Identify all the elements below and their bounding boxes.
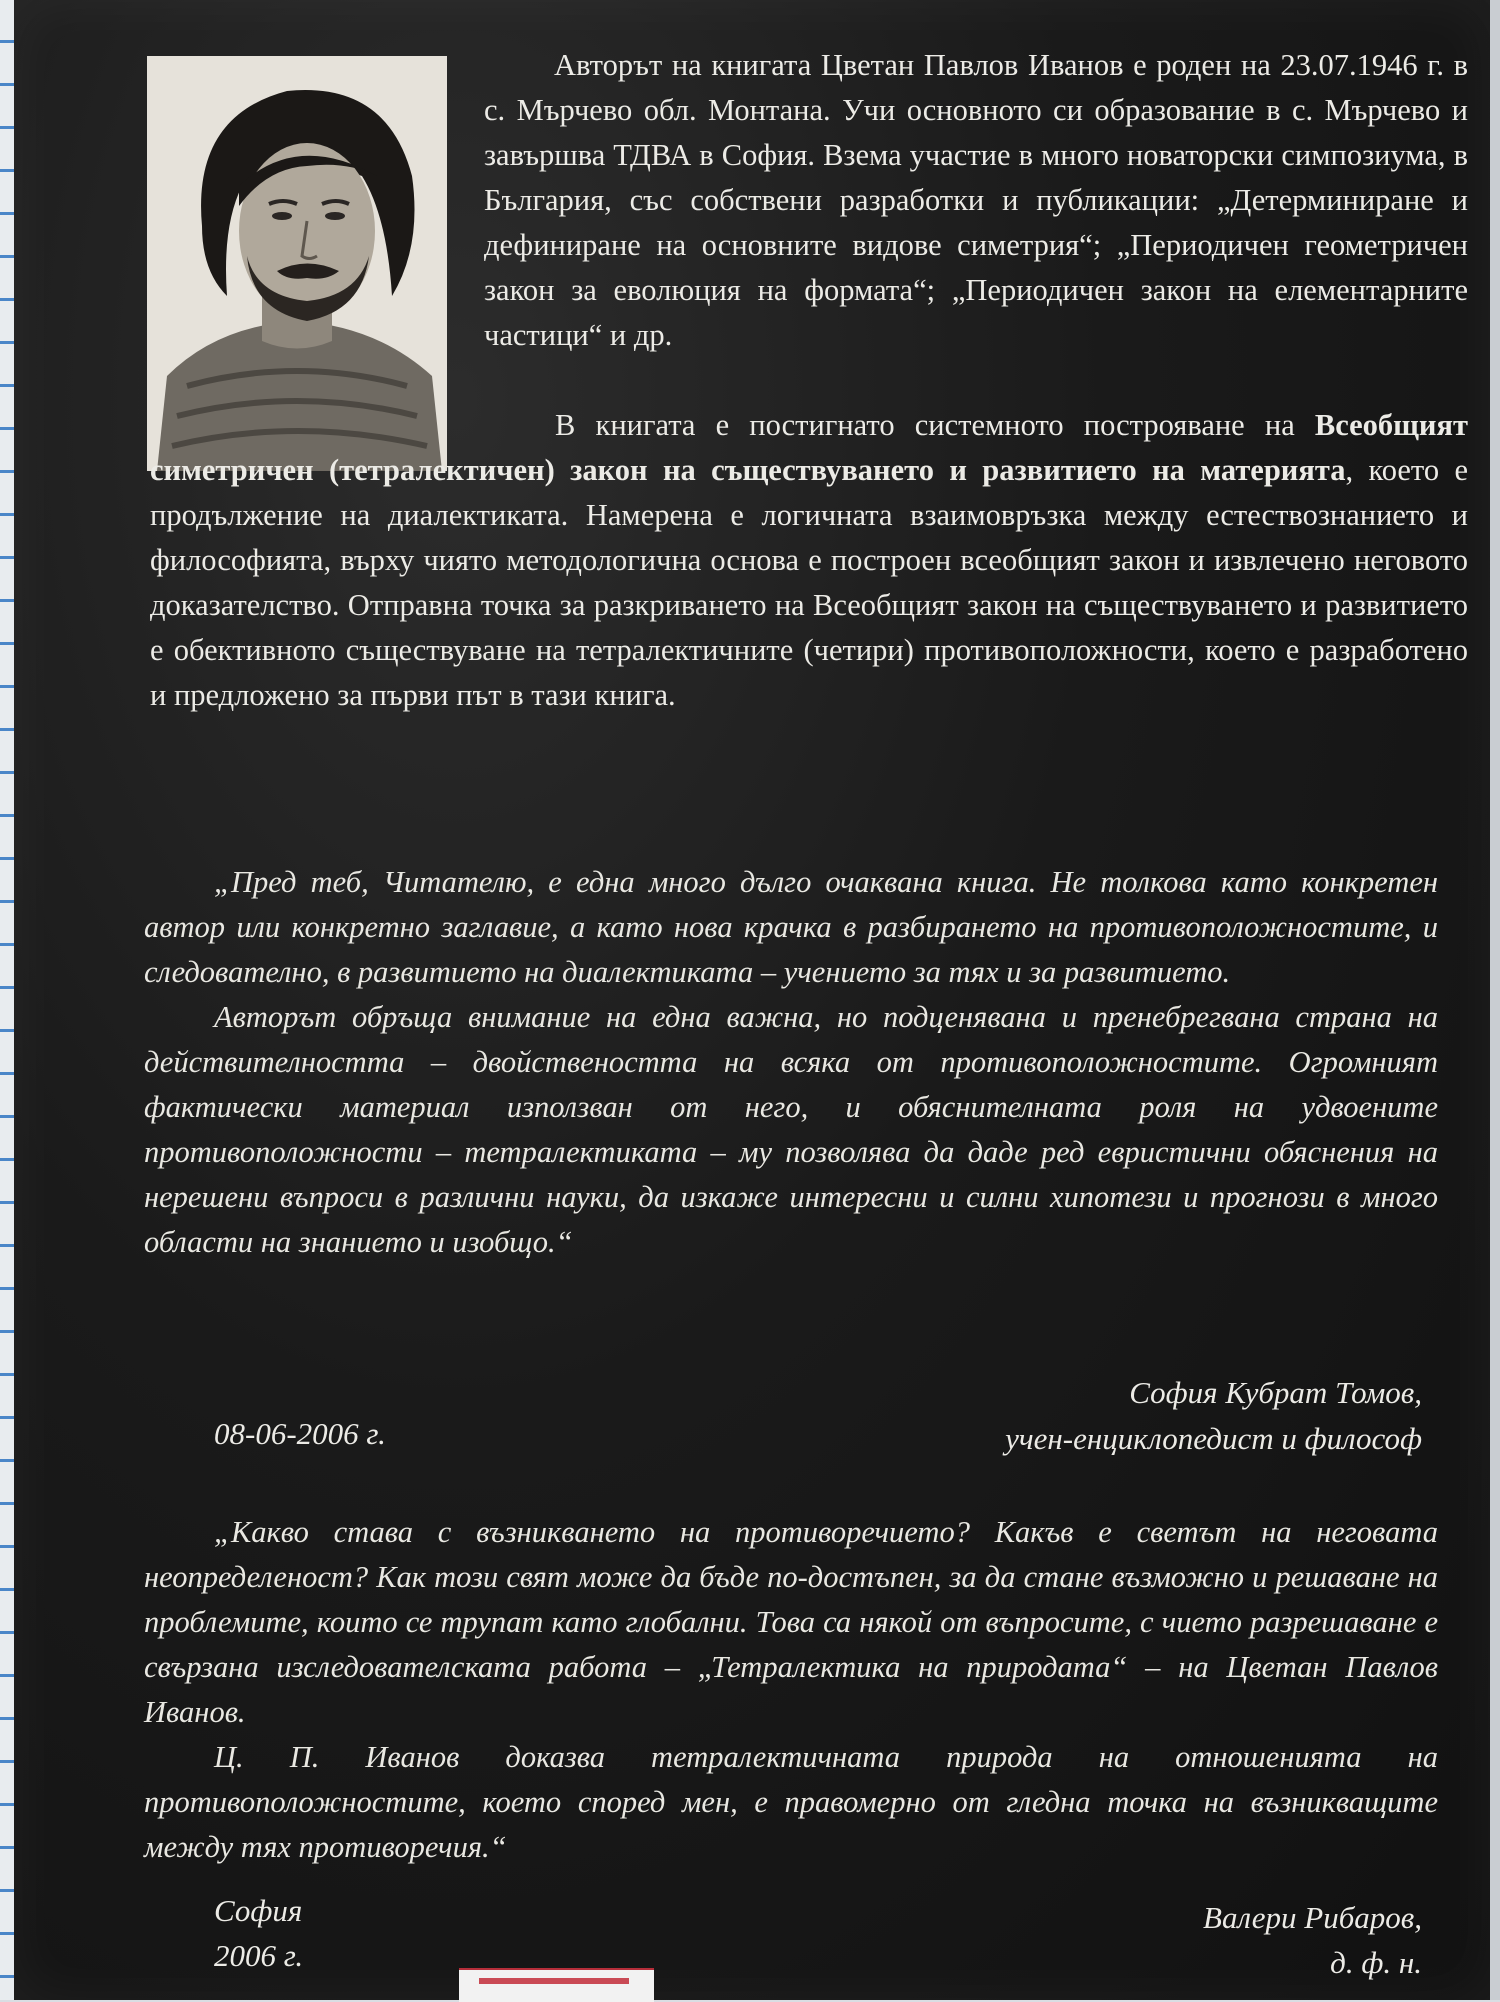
quote1-paragraph-1: „Пред теб, Читателю, е една много дълго очаквана книга. Не толкова като конкретен автор или конкретно заглавие, а като нова крачка в разбирането на противоположностите, и следователно, в развитието на диалектиката – учението за тях и за развитието. <box>144 865 1438 989</box>
notebook-paper-edge <box>0 0 14 2000</box>
quote1-signature-date: 08-06-2006 г. <box>214 1416 386 1451</box>
quote2-signature-year: 2006 г. <box>214 1938 304 1973</box>
page-edge-right <box>1490 0 1500 2000</box>
quote2-signature-name: Валери Рибаров, <box>1203 1900 1422 1935</box>
bio-paragraph: Авторът на книгата Цветан Павлов Иванов е роден на 23.07.1946 г. в с. Мърчево обл. Монтана. Учи основното си образование в с. Мърчево и завършва ТДВА в София. Взема участие в много новаторски симпозиума, в България, със собствени разработки и публикации: „Детерминиране и дефиниране на основните видове симетрия“; „Периодичен геометричен закон за еволюция на формата“; „Периодичен закон на елементарните частици“ и др. <box>484 48 1468 352</box>
description-lead: В книгата е постигнато системното построяване на <box>555 408 1315 442</box>
review-quote-ribarov <box>144 1510 1438 1870</box>
barcode-sticker <box>459 1968 654 2002</box>
quote1-signature-name: София Кубрат Томов, <box>1129 1375 1422 1410</box>
description-law-title: Всеобщият симетричен (тетралектичен) закон на съществуването и развитието на материята <box>150 408 1468 487</box>
description-paragraph <box>150 403 1468 718</box>
review-quote-tomov <box>144 860 1438 1265</box>
description-rest: , което е продължение на диалектиката. Намерена е логичната взаимовръзка между естествознанието и философията, върху чиято методологична основа е построен всеобщият закон и извлечено неговото доказателство. Отправна точка за разкриването на Всеобщият закон на съществуването и развитието е обективното съществуване на тетралектичните (четири) противоположности, което е разработено и предложено за първи път в тази книга. <box>150 453 1468 712</box>
quote2-signature-degree: д. ф. н. <box>1330 1945 1422 1980</box>
quote2-paragraph-2: Ц. П. Иванов доказва тетралектичната природа на отношенията на противоположностите, което според мен, е правомерно от гледна точка на възникващите между тях противоречия.“ <box>144 1740 1438 1864</box>
book-description <box>150 403 1468 718</box>
quote2-signature-city: София <box>214 1893 303 1928</box>
author-biography <box>484 43 1468 358</box>
quote1-paragraph-2: Авторът обръща внимание на една важна, но подценявана и пренебрегвана страна на действителността – двойствеността на всяка от противоположностите. Огромният фактически материал използван от него, и обяснителната роля на удвоените противоположности – тетралектиката – му позволява да даде ред евристични обяснения на нерешени въпроси в различни науки, да изкаже интересни и силни хипотези и прогнози в много области на знанието и изобщо.“ <box>144 1000 1438 1259</box>
quote2-paragraph-1: „Какво става с възникването на противоречието? Какъв е светът на неговата неопределеност? Как този свят може да бъде по-достъпен, за да стане възможно и решаване на проблемите, които се трупат като глобални. Това са някой от въпросите, с чието разрешаване е свързана изследователската работа – „Тетралектика на природата“ – на Цветан Павлов Иванов. <box>144 1515 1438 1729</box>
book-back-cover <box>14 0 1490 2000</box>
quote1-signature-role: учен-енциклопедист и философ <box>1005 1421 1422 1456</box>
